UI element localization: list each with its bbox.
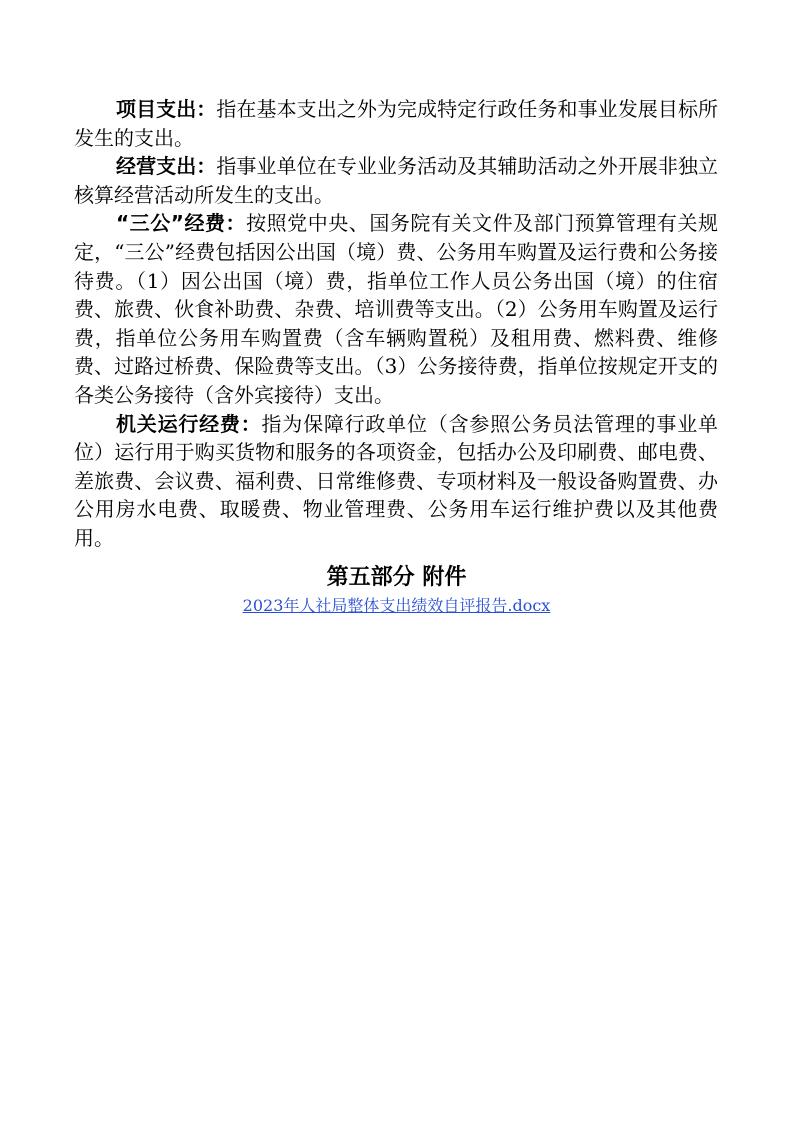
definitions-section <box>74 95 718 553</box>
attachment-link[interactable]: 2023年人社局整体支出绩效自评报告.docx <box>242 596 551 615</box>
definition-text: 按照党中央、国务院有关文件及部门预算管理有关规定，“三公”经费包括因公出国（境）费、公务用车购置及运行费和公务接待费。（1）因公出国（境）费，指单位工作人员公务出国（境）的住宿费、旅费、伙食补助费、杂费、培训费等支出。（2）公务用车购置及运行费，指单位公务用车购置费（含车辆购置税）及租用费、燃料费、维修费、过路过桥费、保险费等支出。（3）公务接待费，指单位按规定开支的各类公务接待（含外宾接待）支出。 <box>74 211 719 407</box>
definition-text: 指为保障行政单位（含参照公务员法管理的事业单位）运行用于购买货物和服务的各项资金，包括办公及印刷费、邮电费、差旅费、会议费、福利费、日常维修费、专项材料及一般设备购置费、办公用房水电费、取暖费、物业管理费、公务用车运行维护费以及其他费用。 <box>74 411 718 550</box>
definition-three-public-expenses <box>74 209 718 409</box>
definition-agency-operating-funds <box>74 410 718 553</box>
definition-operating-expenditure <box>74 152 718 209</box>
definition-text: 指事业单位在专业业务活动及其辅助活动之外开展非独立核算经营活动所发生的支出。 <box>74 154 719 207</box>
definition-term: 项目支出： <box>116 97 217 121</box>
definition-term: “三公”经费： <box>116 211 247 236</box>
definition-project-expenditure <box>74 95 718 152</box>
attachment-container <box>0 595 793 617</box>
section-title: 第五部分 附件 <box>326 565 467 590</box>
definition-term: 机关运行经费： <box>116 411 262 436</box>
definition-term: 经营支出： <box>116 154 217 179</box>
definition-text: 指在基本支出之外为完成特定行政任务和事业发展目标所发生的支出。 <box>74 97 719 150</box>
